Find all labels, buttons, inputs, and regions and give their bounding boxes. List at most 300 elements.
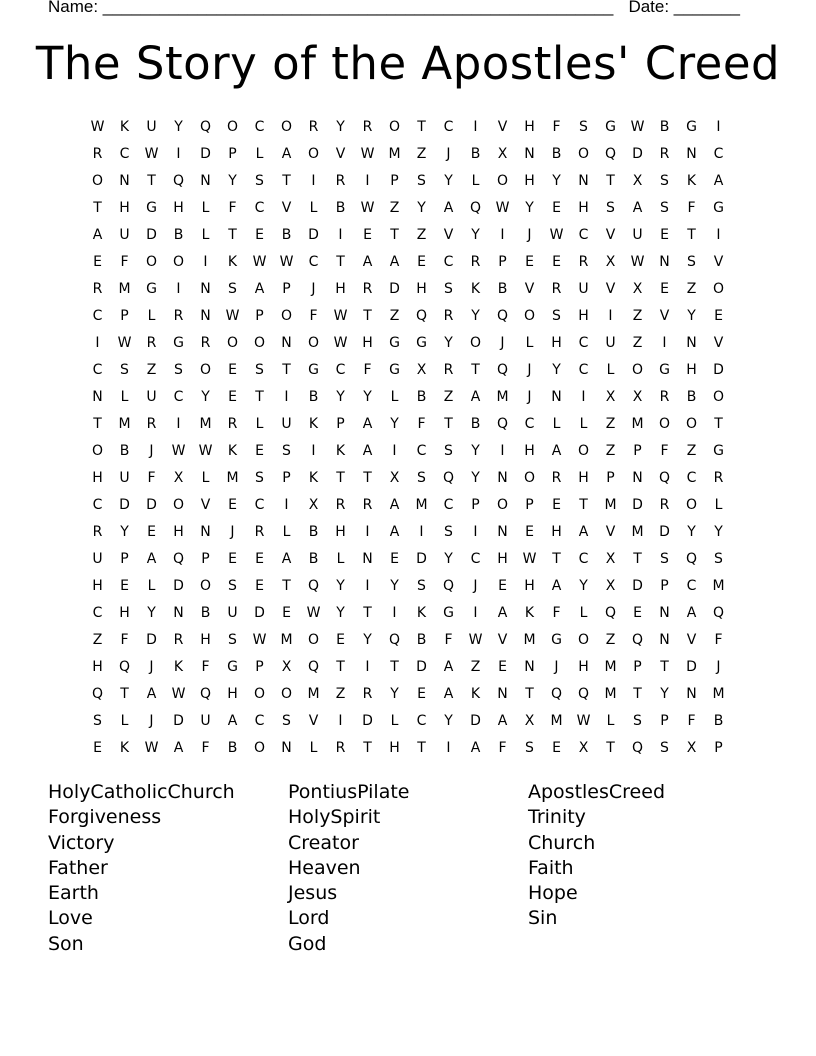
word-list-item: PontiusPilate [288,781,410,803]
grid-letter: N [551,389,562,405]
grid-letter: E [390,551,399,567]
grid-letter: D [362,713,373,729]
grid-letter: N [659,632,670,648]
grid-letter: V [281,200,292,216]
word-list-item: Forgiveness [48,806,162,829]
grid-letter: Z [686,281,697,297]
grid-letter: C [443,497,454,513]
grid-letter: E [417,254,426,270]
grid-letter: S [228,632,237,648]
grid-letter: U [119,227,130,243]
grid-row [84,357,732,384]
word-list-item: Trinity [528,806,586,829]
grid-letter: N [497,524,508,540]
grid-letter: U [605,335,616,351]
grid-letter: G [389,335,400,351]
grid-letter: R [173,632,184,648]
grid-letter: I [95,335,100,351]
grid-letter: B [119,443,130,459]
grid-letter: Y [228,173,237,189]
grid-letter: Q [388,632,401,648]
grid-letter: E [633,605,642,621]
grid-letter: H [578,308,589,324]
grid-letter: Y [714,524,723,540]
grid-letter: C [92,362,103,378]
grid-row [84,465,732,492]
grid-letter: E [498,659,507,675]
grid-letter: K [119,119,130,135]
grid-letter: W [495,200,510,216]
grid-letter: X [686,740,697,756]
grid-letter: E [336,632,345,648]
grid-letter: D [146,632,157,648]
grid-letter: N [686,335,697,351]
grid-letter: C [578,362,589,378]
grid-letter: C [416,443,427,459]
grid-letter: T [417,119,426,135]
grid-letter: O [172,497,185,513]
grid-letter: W [144,146,159,162]
grid-letter: N [524,146,535,162]
grid-letter: T [93,416,102,432]
grid-letter: P [471,497,480,513]
grid-letter: S [174,362,183,378]
grid-letter: H [227,686,238,702]
grid-letter: L [714,497,723,513]
grid-letter: T [120,686,129,702]
grid-letter: W [90,119,105,135]
grid-letter: O [631,362,644,378]
grid-letter: U [146,119,157,135]
grid-letter: I [473,605,478,621]
grid-letter: E [255,443,264,459]
grid-letter: P [282,281,291,297]
grid-letter: Y [336,389,345,405]
grid-letter: C [713,146,724,162]
grid-letter: B [227,740,238,756]
grid-letter: J [527,389,532,405]
grid-letter: T [390,659,399,675]
grid-letter: Q [118,659,131,675]
grid-letter: H [524,119,535,135]
grid-letter: T [336,470,345,486]
grid-letter: N [281,335,292,351]
grid-letter: C [578,551,589,567]
grid-letter: P [390,173,399,189]
grid-letter: B [659,119,670,135]
grid-letter: I [311,173,316,189]
grid-letter: L [606,713,615,729]
grid-letter: E [93,254,102,270]
grid-letter: H [551,524,562,540]
grid-letter: J [149,659,154,675]
grid-letter: Q [469,200,482,216]
grid-letter: N [686,146,697,162]
grid-letter: O [145,254,158,270]
grid-letter: O [280,686,293,702]
grid-letter: L [309,200,318,216]
grid-letter: Y [147,605,156,621]
grid-letter: R [659,146,670,162]
grid-letter: M [118,416,131,432]
grid-letter: M [712,686,725,702]
grid-letter: T [93,200,102,216]
grid-letter: C [578,335,589,351]
grid-letter: S [660,173,669,189]
grid-letter: H [335,524,346,540]
grid-letter: S [633,713,642,729]
grid-letter: U [578,281,589,297]
grid-letter: E [93,740,102,756]
letter-grid [84,114,732,762]
grid-letter: R [335,740,346,756]
grid-row [84,546,732,573]
grid-letter: O [712,389,725,405]
grid-letter: Q [712,605,725,621]
grid-letter: O [496,173,509,189]
grid-letter: Z [416,146,427,162]
grid-letter: J [230,524,235,540]
grid-letter: S [444,281,453,297]
grid-letter: Y [471,227,480,243]
grid-letter: B [713,713,724,729]
grid-letter: Q [415,308,428,324]
name-field-label: Name: ______________________________________________________ [48,0,614,16]
grid-letter: H [524,443,535,459]
grid-letter: I [176,416,181,432]
grid-letter: W [171,443,186,459]
grid-letter: Y [120,524,129,540]
grid-letter: H [551,335,562,351]
grid-row [84,411,732,438]
grid-letter: F [687,713,696,729]
grid-letter: R [335,173,346,189]
grid-letter: D [470,713,481,729]
grid-letter: X [632,389,643,405]
grid-letter: I [365,578,370,594]
grid-letter: V [605,524,616,540]
grid-letter: J [527,227,532,243]
grid-letter: P [660,578,669,594]
grid-letter: R [470,254,481,270]
grid-letter: R [362,497,373,513]
grid-letter: Y [687,308,696,324]
grid-letter: T [660,659,669,675]
grid-letter: L [282,524,291,540]
grid-letter: K [470,281,481,297]
grid-letter: J [311,281,316,297]
grid-letter: I [419,524,424,540]
grid-letter: Q [685,551,698,567]
grid-letter: C [578,227,589,243]
grid-letter: I [311,443,316,459]
grid-letter: M [712,578,725,594]
grid-letter: T [336,254,345,270]
grid-letter: O [523,308,536,324]
grid-letter: I [284,389,289,405]
grid-letter: U [281,416,292,432]
grid-letter: T [228,227,237,243]
grid-letter: D [146,227,157,243]
grid-letter: L [201,470,210,486]
grid-row [84,141,732,168]
grid-letter: N [632,470,643,486]
grid-letter: W [117,335,132,351]
grid-letter: A [362,443,373,459]
grid-letter: O [280,119,293,135]
grid-letter: V [686,632,697,648]
grid-letter: S [417,578,426,594]
grid-letter: U [200,713,211,729]
word-list-item: HolyCatholicChurch [48,781,235,803]
grid-letter: P [120,308,129,324]
grid-letter: S [417,470,426,486]
grid-letter: G [146,200,157,216]
grid-letter: F [147,470,156,486]
grid-letter: O [226,335,239,351]
grid-letter: I [581,389,586,405]
word-list [48,780,768,957]
grid-letter: D [146,497,157,513]
grid-letter: L [255,146,264,162]
grid-letter: G [443,605,454,621]
grid-letter: R [443,362,454,378]
grid-letter: L [471,173,480,189]
grid-letter: C [119,146,130,162]
grid-letter: W [549,227,564,243]
grid-letter: D [686,659,697,675]
grid-row [84,519,732,546]
grid-letter: S [579,119,588,135]
grid-letter: E [498,578,507,594]
grid-letter: O [712,281,725,297]
word-list-item: Faith [528,856,574,879]
grid-letter: J [554,659,559,675]
word-list-item: HolySpirit [288,806,381,829]
grid-letter: C [92,497,103,513]
grid-letter: J [149,713,154,729]
grid-row [84,438,732,465]
grid-letter: R [308,119,319,135]
grid-letter: S [660,740,669,756]
grid-letter: F [417,416,426,432]
grid-letter: A [713,173,724,189]
grid-letter: C [443,254,454,270]
grid-letter: I [716,227,721,243]
grid-letter: L [390,389,399,405]
grid-letter: N [119,173,130,189]
grid-row [84,114,732,141]
grid-letter: C [470,551,481,567]
grid-letter: I [176,281,181,297]
grid-letter: Y [390,686,399,702]
grid-letter: X [281,659,292,675]
grid-row [84,276,732,303]
grid-letter: G [713,200,724,216]
grid-letter: A [389,254,400,270]
grid-letter: B [173,227,184,243]
grid-letter: G [227,659,238,675]
grid-letter: G [551,632,562,648]
grid-letter: K [416,605,427,621]
grid-letter: Q [577,686,590,702]
grid-letter: K [227,254,238,270]
grid-letter: S [660,551,669,567]
grid-letter: F [201,740,210,756]
grid-letter: V [605,227,616,243]
grid-letter: D [713,362,724,378]
grid-letter: S [228,281,237,297]
grid-letter: U [227,605,238,621]
grid-letter: J [446,146,451,162]
grid-letter: T [606,740,615,756]
grid-letter: K [335,443,346,459]
grid-letter: W [252,632,267,648]
word-list-item: Heaven [288,856,361,879]
grid-letter: G [605,119,616,135]
grid-letter: O [388,119,401,135]
grid-letter: Y [444,551,453,567]
grid-row [84,330,732,357]
grid-letter: A [443,686,454,702]
grid-letter: R [335,497,346,513]
grid-letter: U [146,389,157,405]
grid-letter: F [687,200,696,216]
grid-letter: T [363,740,372,756]
grid-letter: T [255,389,264,405]
grid-letter: K [227,443,238,459]
grid-letter: X [497,146,508,162]
grid-letter: C [254,119,265,135]
grid-letter: D [416,659,427,675]
grid-letter: D [119,497,130,513]
grid-letter: E [525,524,534,540]
grid-letter: S [255,173,264,189]
grid-letter: I [716,119,721,135]
grid-letter: O [280,308,293,324]
grid-letter: R [92,281,103,297]
grid-letter: Y [552,362,561,378]
grid-letter: O [307,632,320,648]
grid-letter: W [225,308,240,324]
grid-letter: A [497,713,508,729]
grid-letter: A [281,551,292,567]
grid-row [84,303,732,330]
grid-letter: P [201,551,210,567]
word-list-item: Father [48,856,108,879]
grid-letter: D [308,227,319,243]
grid-letter: Z [443,389,454,405]
grid-letter: T [336,659,345,675]
grid-letter: M [415,497,428,513]
grid-letter: L [201,200,210,216]
word-list-item: God [288,932,327,955]
grid-letter: Q [91,686,104,702]
grid-letter: T [363,470,372,486]
grid-letter: H [416,281,427,297]
grid-letter: I [365,173,370,189]
grid-letter: N [578,173,589,189]
grid-letter: K [308,470,319,486]
grid-letter: V [659,308,670,324]
grid-letter: N [281,740,292,756]
grid-letter: Y [444,335,453,351]
grid-letter: S [444,524,453,540]
grid-letter: R [362,686,373,702]
grid-row [84,573,732,600]
grid-letter: Z [605,443,616,459]
grid-letter: T [444,416,453,432]
grid-letter: M [523,632,536,648]
grid-letter: D [632,146,643,162]
grid-letter: Y [444,713,453,729]
grid-letter: D [173,713,184,729]
grid-letter: O [91,443,104,459]
grid-letter: E [228,497,237,513]
grid-letter: B [470,416,481,432]
grid-letter: Z [335,686,346,702]
grid-letter: D [173,578,184,594]
grid-row [84,708,732,735]
grid-letter: F [120,632,129,648]
grid-letter: E [552,200,561,216]
grid-letter: Y [363,389,372,405]
grid-letter: X [524,713,535,729]
grid-letter: I [662,335,667,351]
word-list-item: Lord [288,907,330,930]
grid-letter: Y [552,173,561,189]
grid-letter: V [713,254,724,270]
grid-letter: G [146,281,157,297]
word-list-item: Love [48,907,93,930]
grid-letter: P [633,659,642,675]
grid-letter: P [660,713,669,729]
grid-letter: R [173,308,184,324]
grid-letter: I [473,119,478,135]
grid-letter: E [282,605,291,621]
grid-letter: A [389,524,400,540]
grid-row [84,654,732,681]
grid-letter: Z [92,632,103,648]
grid-letter: E [363,227,372,243]
worksheet-header [48,0,740,19]
grid-letter: C [173,389,184,405]
grid-letter: Y [417,200,426,216]
grid-letter: F [309,308,318,324]
grid-letter: Y [471,470,480,486]
grid-letter: A [173,740,184,756]
grid-letter: T [633,686,642,702]
grid-letter: Y [336,605,345,621]
grid-letter: L [606,362,615,378]
grid-letter: E [255,227,264,243]
grid-letter: P [255,308,264,324]
grid-letter: L [552,416,561,432]
grid-letter: T [282,173,291,189]
grid-letter: R [227,416,238,432]
grid-letter: H [335,281,346,297]
grid-letter: N [173,605,184,621]
grid-letter: C [443,119,454,135]
grid-letter: H [173,200,184,216]
grid-letter: P [714,740,723,756]
grid-letter: C [524,416,535,432]
grid-letter: R [254,524,265,540]
grid-letter: P [525,497,534,513]
grid-letter: I [338,227,343,243]
grid-letter: R [551,281,562,297]
grid-letter: C [254,200,265,216]
